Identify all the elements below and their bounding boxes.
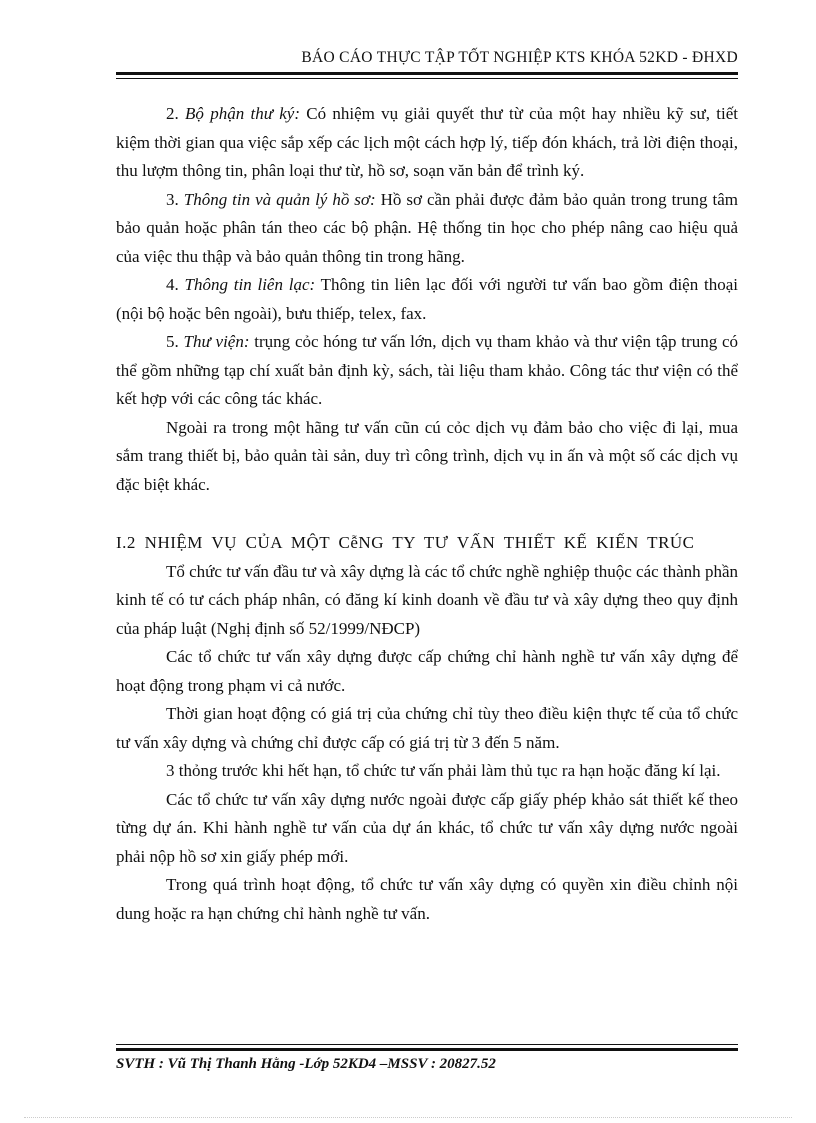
paragraph: 3 thỏng trước khi hết hạn, tổ chức tư vấn phải làm thủ tục ra hạn hoặc đăng kí lại. bbox=[166, 761, 721, 780]
list-item: 2. Bộ phận thư ký: Có nhiệm vụ giải quyết thư từ của một hay nhiều kỹ sư, tiết kiệm thời gian qua việc sắp xếp các lịch một cách hợp lý, tiếp đón khách, trả lời điện thoại, thu lượm thông tin, phân loại thư từ, hồ sơ, soạn văn bản để trình ký. bbox=[116, 104, 738, 180]
footer-rule-thin bbox=[116, 1044, 738, 1045]
page-body bbox=[116, 100, 738, 928]
list-item: 5. Thư viện: trụng cỏc hóng tư vấn lớn, dịch vụ tham khảo và thư viện tập trung có thể gồm những tạp chí xuất bản định kỳ, sách, tài liệu tham khảo. Công tác thư viện có thể kết hợp với các công tác khác. bbox=[116, 332, 739, 408]
paragraph: Các tổ chức tư vấn xây dựng nước ngoài được cấp giấy phép khảo sát thiết kế theo từng dự án. Khi hành nghề tư vấn của dự án khác, tổ chức tư vấn xây dựng nước ngoài phải nộp hồ sơ xin giấy phép mới. bbox=[116, 789, 738, 866]
item-label: Thông tin liên lạc: bbox=[184, 275, 316, 294]
paragraph: Trong quá trình hoạt động, tổ chức tư vấn xây dựng có quyền xin điều chỉnh nội dung hoặc ra hạn chứng chỉ hành nghề tư vấn. bbox=[116, 875, 738, 923]
header-rule-thick bbox=[116, 72, 738, 75]
section-heading: I.2 NHIỆM VỤ CỦA MỘT CễNG TY TƯ VẤN THIẾT KẾ KIẾN TRÚC bbox=[116, 533, 695, 552]
item-label: Bộ phận thư ký: bbox=[185, 104, 300, 123]
item-label: Thư viện: bbox=[183, 332, 250, 351]
paragraph: Ngoài ra trong một hãng tư vấn cũn cú cỏc dịch vụ đảm bảo cho việc đi lại, mua sắm trang thiết bị, bảo quản tài sản, duy trì công trình, dịch vụ in ấn và một số các dịch vụ đặc biệt khác. bbox=[116, 417, 738, 494]
paragraph: Tổ chức tư vấn đầu tư và xây dựng là các tổ chức nghề nghiệp thuộc các thành phần kinh tế có tư cách pháp nhân, có đăng kí kinh doanh về đầu tư và xây dựng theo quy định của pháp luật (Nghị định số 52/1999/NĐCP) bbox=[116, 561, 738, 638]
paragraph: Thời gian hoạt động có giá trị của chứng chỉ tùy theo điều kiện thực tế của tổ chức tư vấn xây dựng và chứng chỉ được cấp có giá trị từ 3 đến 5 năm. bbox=[116, 704, 738, 752]
footer-rule-thick bbox=[116, 1048, 738, 1051]
header-rule-thin bbox=[116, 78, 738, 79]
page-footer: SVTH : Vũ Thị Thanh Hằng -Lớp 52KD4 –MSSV : 20827.52 bbox=[116, 1056, 496, 1072]
page-header: BÁO CÁO THỰC TẬP TỐT NGHIỆP KTS KHÓA 52KD - ĐHXD bbox=[301, 49, 738, 66]
paragraph: Các tổ chức tư vấn xây dựng được cấp chứng chỉ hành nghề tư vấn xây dựng để hoạt động trong phạm vi cả nước. bbox=[116, 647, 738, 695]
list-item: 3. Thông tin và quản lý hồ sơ: Hồ sơ cần phải được đảm bảo quản trong trung tâm bảo quản hoặc phân tán theo các bộ phận. Hệ thống tin học cho phép nâng cao hiệu quả của việc thu thập và bảo quản thông tin trong hãng. bbox=[116, 189, 738, 266]
list-item: 4. Thông tin liên lạc: Thông tin liên lạc đối với người tư vấn bao gồm điện thoại (nội bộ hoặc bên ngoài), bưu thiếp, telex, fax. bbox=[116, 275, 738, 323]
item-label: Thông tin và quản lý hồ sơ: bbox=[183, 189, 376, 209]
page-edge-dots bbox=[24, 1117, 792, 1118]
